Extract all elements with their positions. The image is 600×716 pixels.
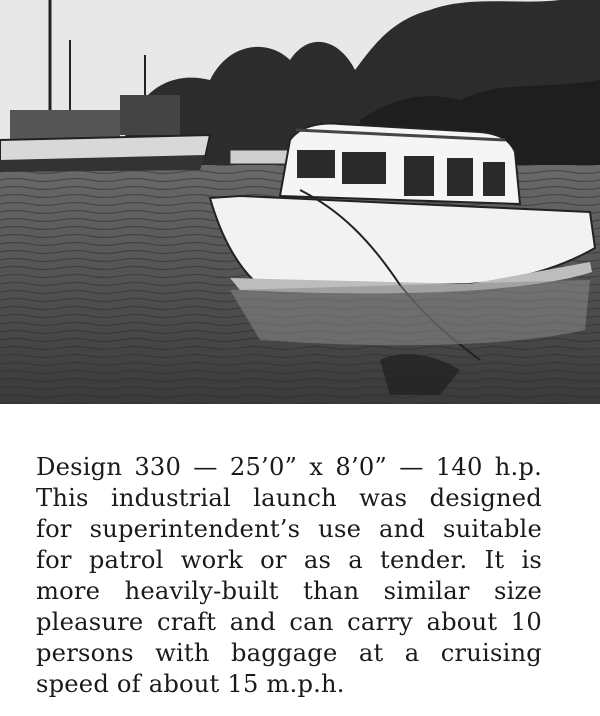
caption-text xyxy=(36,452,542,700)
caption-line: This industrial launch was designed xyxy=(36,484,542,512)
caption-line: persons with baggage at a cruising xyxy=(36,639,542,667)
caption-line: pleasure craft and can carry about 10 xyxy=(36,608,542,636)
caption-line: Design 330 — 25’0” x 8’0” — 140 h.p. xyxy=(36,453,542,481)
caption-line: more heavily-built than similar size xyxy=(36,577,542,605)
caption-line: speed of about 15 m.p.h. xyxy=(36,670,345,698)
caption-line: for patrol work or as a tender. It is xyxy=(36,546,542,574)
caption-line: for superintendent’s use and suitable xyxy=(36,515,542,543)
